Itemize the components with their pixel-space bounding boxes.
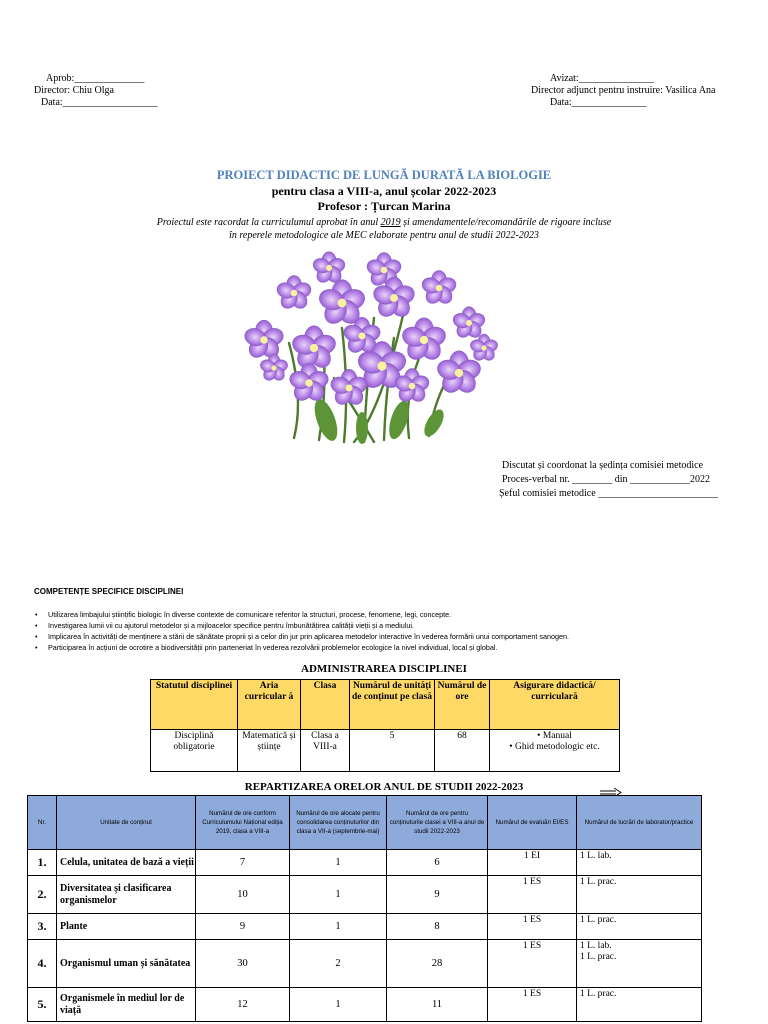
row-consolidation-hours: 1 (290, 988, 387, 1022)
row-unit-name: Plante (57, 914, 196, 940)
competence-item: • Implicarea în activități de menținere a stării de sănătate proprii și a celor din jur prin aplicarea metodelor interactive în vederea formării unui comportament sanogen. (33, 631, 733, 642)
row-number: 3. (28, 914, 57, 940)
dist-col-curriculum: Numărul de ore conform Curriculumului Național ediția 2019, clasa a VIII-a (196, 796, 290, 850)
row-curriculum-hours: 30 (196, 940, 290, 988)
endorsement-date-line: Data:_______________ (550, 97, 647, 108)
row-hours: 11 (387, 988, 488, 1022)
row-hours: 8 (387, 914, 488, 940)
admin-hours-cell: 68 (435, 730, 490, 772)
row-consolidation-hours: 2 (290, 940, 387, 988)
resource-item: • Manual (537, 731, 572, 741)
distribution-title: REPARTIZAREA ORELOR ANUL DE STUDII 2022-2023 (244, 781, 524, 793)
director-line: Director: Chiu Olga (34, 85, 114, 96)
row-curriculum-hours: 12 (196, 988, 290, 1022)
endorsement-block (531, 73, 715, 109)
admin-table (150, 679, 620, 772)
curriculum-note (0, 216, 768, 242)
table-row (28, 876, 702, 914)
admin-title: ADMINISTRAREA DISCIPLINEI (301, 663, 467, 675)
dist-col-nr: Nr. (28, 796, 57, 850)
row-curriculum-hours: 10 (196, 876, 290, 914)
admin-col-resources: Asigurare didactică/ curriculară (490, 680, 620, 730)
row-evaluations: 1 EI (488, 850, 577, 876)
row-number: 2. (28, 876, 57, 914)
competences-list (33, 609, 733, 653)
curriculum-note-line1: Proiectul este racordat la curriculumul aprobat în anul 2019 și amendamentele/recomandările de rigoare incluse (156, 217, 612, 228)
row-evaluations: 1 ES (488, 940, 577, 988)
admin-data-row (151, 730, 620, 772)
class-subtitle: pentru clasa a VIII-a, anul școlar 2022-2023 (271, 184, 497, 198)
row-consolidation-hours: 1 (290, 876, 387, 914)
row-number: 1. (28, 850, 57, 876)
admin-col-class: Clasa (301, 680, 350, 730)
violet-flower (400, 318, 448, 364)
violet-flower (259, 354, 289, 383)
admin-col-hours: Numărul de ore (435, 680, 490, 730)
deputy-director-line: Director adjunct pentru instruire: Vasilica Ana (531, 85, 716, 96)
distribution-header-row (28, 796, 702, 850)
competence-item: • Participarea în acțiuni de ocrotire a biodiversității prin parteneriat în vederea rezolvării problemelor ecologice la nivel individual, local și global. (33, 642, 733, 653)
table-row (28, 914, 702, 940)
row-hours: 28 (387, 940, 488, 988)
row-unit-name: Organismele în mediul lor de viață (57, 988, 196, 1022)
table-row (28, 988, 702, 1022)
row-unit-name: Organismul uman și sănătatea (57, 940, 196, 988)
row-labs: 1 L. prac. (577, 914, 702, 940)
approval-line: Aprob:______________ (46, 73, 145, 84)
commission-line2: Proces-verbal nr. ________ din ____________2022 (502, 474, 711, 485)
dist-col-consolidation: Numărul de ore alocate pentru consolidarea conținuturilor din clasa a VII-a (septembrie-mai) (290, 796, 387, 850)
curriculum-year: 2019 (380, 217, 401, 228)
commission-line1: Discutat și coordonat la ședința comisiei metodice (502, 460, 704, 471)
row-number: 5. (28, 988, 57, 1022)
row-labs: 1 L. lab. 1 L. prac. (577, 940, 702, 988)
dist-col-hours: Numărul de ore pentru conținuturile clasei a VIII-a anul de studii 2022-2023 (387, 796, 488, 850)
row-unit-name: Celula, unitatea de bază a vieții (57, 850, 196, 876)
violet-flower (420, 270, 458, 306)
row-curriculum-hours: 9 (196, 914, 290, 940)
row-unit-name: Diversitatea și clasificarea organismelor (57, 876, 196, 914)
teacher-line: Profesor : Țurcan Marina (317, 199, 451, 213)
row-labs: 1 L. prac. (577, 988, 702, 1022)
competence-item: • Investigarea lumii vii cu ajutorul metodelor și a mijloacelor specifice pentru îmbunătățirea calității vieții și a mediului. (33, 620, 733, 631)
admin-col-area: Aria curricular ă (238, 680, 301, 730)
row-consolidation-hours: 1 (290, 914, 387, 940)
commission-line3: Șeful comisiei metodice ________________________ (499, 488, 719, 499)
row-hours: 9 (387, 876, 488, 914)
competences-title: COMPETENȚE SPECIFICE DISCIPLINEI (34, 587, 184, 596)
admin-area-cell: Matematică și științe (238, 730, 301, 772)
row-evaluations: 1 ES (488, 988, 577, 1022)
distribution-table (27, 795, 702, 1022)
table-row (28, 850, 702, 876)
admin-resources-cell (490, 730, 620, 772)
row-evaluations: 1 ES (488, 876, 577, 914)
row-hours: 6 (387, 850, 488, 876)
commission-block (499, 459, 718, 501)
row-evaluations: 1 ES (488, 914, 577, 940)
violet-flower (275, 275, 313, 311)
table-row (28, 940, 702, 988)
row-number: 4. (28, 940, 57, 988)
violet-flower (469, 334, 499, 363)
curriculum-note-line2: în reperele metodologice ale MEC elaborate pentru anul de studii 2022-2023 (229, 230, 539, 241)
resource-item: • Ghid metodologic etc. (509, 742, 600, 752)
admin-header-row (151, 680, 620, 730)
violet-flowers-illustration (234, 248, 500, 444)
violet-flower (290, 326, 338, 372)
row-labs: 1 L. prac. (577, 876, 702, 914)
row-labs: 1 L. lab. (577, 850, 702, 876)
dist-col-labs: Numărul de lucrări de laborator/practice (577, 796, 702, 850)
row-consolidation-hours: 1 (290, 850, 387, 876)
admin-status-cell: Disciplină obligatorie (151, 730, 238, 772)
admin-class-cell: Clasa a VIII-a (301, 730, 350, 772)
document-title: PROIECT DIDACTIC DE LUNGĂ DURATĂ LA BIOLOGIE (216, 168, 552, 182)
competence-item: • Utilizarea limbajului științific biologic în diverse contexte de comunicare referitor la structuri, procese, fenomene, legi, concepte. (33, 609, 733, 620)
admin-col-status: Statutul disciplinei (151, 680, 238, 730)
endorsement-line: Avizat:_______________ (550, 73, 654, 84)
violet-flower (242, 320, 285, 361)
approval-date-line: Data:___________________ (41, 97, 158, 108)
dist-col-evaluations: Numărul de evaluări EI/ES (488, 796, 577, 850)
dist-col-unit: Unitate de conținut (57, 796, 196, 850)
approval-block (34, 73, 158, 109)
admin-col-units: Numărul de unități de conținut pe clasă (350, 680, 435, 730)
admin-units-cell: 5 (350, 730, 435, 772)
row-curriculum-hours: 7 (196, 850, 290, 876)
